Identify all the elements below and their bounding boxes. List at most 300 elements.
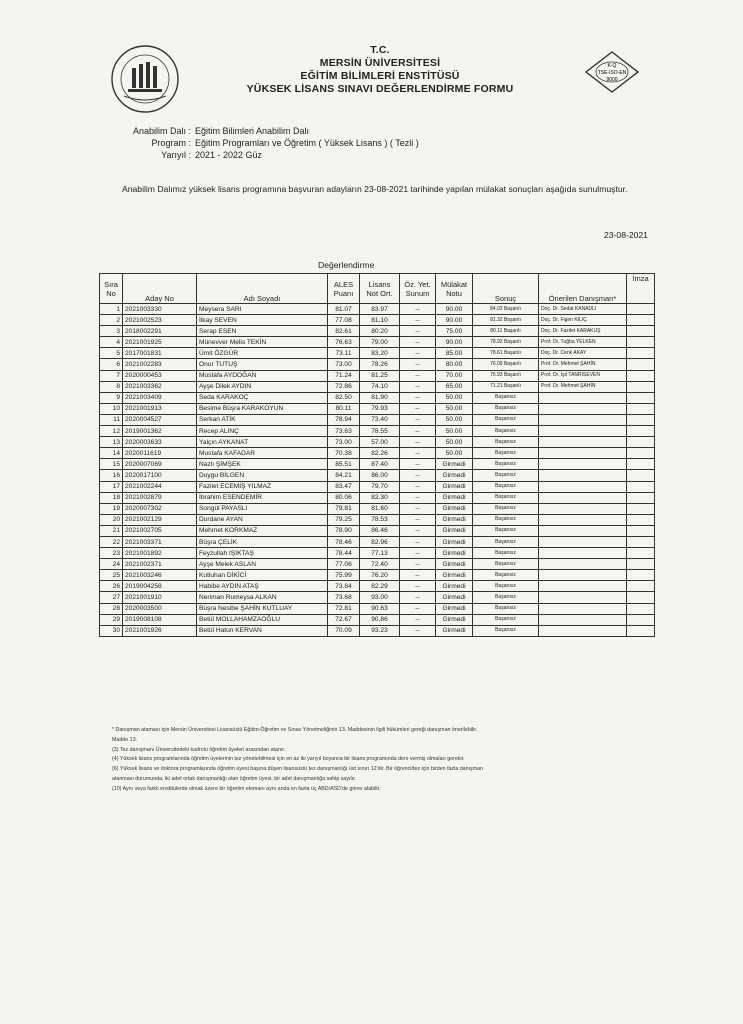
intro-paragraph: Anabilim Dalımız yüksek lisans programına başvuran adayların 23-08-2021 tarihinde yapılan mülakat sonuçları aşağıda sunulmuştur. bbox=[122, 184, 628, 194]
signature-cell bbox=[627, 503, 655, 514]
signature-cell bbox=[627, 548, 655, 559]
result: Başarısız bbox=[473, 525, 539, 536]
competence-presentation: -- bbox=[400, 315, 436, 326]
ales-score: 72.86 bbox=[328, 381, 360, 392]
ales-score: 78.46 bbox=[328, 536, 360, 547]
result: 75.93 Başarılı bbox=[473, 370, 539, 381]
result: Başarısız bbox=[473, 603, 539, 614]
competence-presentation: -- bbox=[400, 614, 436, 625]
advisor bbox=[539, 414, 627, 425]
bachelor-gpa: 81.10 bbox=[360, 315, 400, 326]
applicant-name: Serap ESEN bbox=[197, 326, 328, 337]
competence-presentation: -- bbox=[400, 525, 436, 536]
advisor bbox=[539, 514, 627, 525]
table-row bbox=[100, 525, 655, 536]
signature-cell bbox=[627, 603, 655, 614]
row-number: 28 bbox=[100, 603, 123, 614]
interview-score: Girmedi bbox=[436, 548, 473, 559]
competence-presentation: -- bbox=[400, 448, 436, 459]
advisor: Prof. Dr. Mehmet ŞAHİN bbox=[539, 381, 627, 392]
competence-presentation: -- bbox=[400, 625, 436, 636]
row-number: 25 bbox=[100, 570, 123, 581]
result: Başarısız bbox=[473, 437, 539, 448]
table-row bbox=[100, 326, 655, 337]
interview-score: 50.00 bbox=[436, 437, 473, 448]
advisor bbox=[539, 392, 627, 403]
ales-score: 77.08 bbox=[328, 315, 360, 326]
ales-score: 73.84 bbox=[328, 581, 360, 592]
competence-presentation: -- bbox=[400, 337, 436, 348]
bachelor-gpa: 81.25 bbox=[360, 370, 400, 381]
applicant-name: Habibe AYDIN ATAŞ bbox=[197, 581, 328, 592]
row-number: 17 bbox=[100, 481, 123, 492]
row-number: 15 bbox=[100, 459, 123, 470]
interview-score: Girmedi bbox=[436, 492, 473, 503]
applicant-number: 2021001925 bbox=[123, 337, 197, 348]
interview-score: Girmedi bbox=[436, 481, 473, 492]
row-number: 7 bbox=[100, 370, 123, 381]
result: Başarısız bbox=[473, 581, 539, 592]
applicant-name: Betül Hatun KERVAN bbox=[197, 625, 328, 636]
table-row bbox=[100, 392, 655, 403]
advisor bbox=[539, 403, 627, 414]
tse-logo-line-2: TSE-ISO-EN bbox=[597, 70, 627, 76]
table-row bbox=[100, 437, 655, 448]
dept-label: Anabilim Dalı : bbox=[132, 126, 191, 136]
row-number: 1 bbox=[100, 304, 123, 315]
result: Başarısız bbox=[473, 448, 539, 459]
dept-value: Eğitim Bilimleri Anabilim Dalı bbox=[195, 126, 310, 136]
header-lisans: Lisans Not Ort. bbox=[360, 274, 400, 304]
advisor bbox=[539, 625, 627, 636]
header-sonuc: Sonuç bbox=[473, 274, 539, 304]
ales-score: 81.07 bbox=[328, 304, 360, 315]
ales-score: 85.51 bbox=[328, 459, 360, 470]
row-number: 12 bbox=[100, 426, 123, 437]
table-row bbox=[100, 603, 655, 614]
advisor bbox=[539, 481, 627, 492]
ales-score: 70.09 bbox=[328, 625, 360, 636]
ales-score: 78.94 bbox=[328, 414, 360, 425]
bachelor-gpa: 81.90 bbox=[360, 392, 400, 403]
competence-presentation: -- bbox=[400, 326, 436, 337]
footnote-line: (3) Tez danışmanı Üniversitedeki kadrolu öğretim üyeleri arasından atanır. bbox=[112, 746, 286, 753]
interview-score: Girmedi bbox=[436, 459, 473, 470]
interview-score: Girmedi bbox=[436, 625, 473, 636]
result: Başarısız bbox=[473, 536, 539, 547]
interview-score: 90.00 bbox=[436, 337, 473, 348]
applicant-name: Büşra ÇELİK bbox=[197, 536, 328, 547]
tse-quality-logo-icon bbox=[584, 50, 640, 94]
ales-score: 75.99 bbox=[328, 570, 360, 581]
table-row bbox=[100, 348, 655, 359]
ales-score: 84.21 bbox=[328, 470, 360, 481]
ales-score: 82.61 bbox=[328, 326, 360, 337]
header-ad-soyadi: Adı Soyadı bbox=[197, 274, 328, 304]
footnote-line: (6) Yüksek lisans ve doktora programlarında öğretim üyesi başına düşen lisansüstü tez danışmanlığı üst sınırı 12'dir. Bir öğrenci/tez için birden fazla danışman bbox=[112, 766, 484, 773]
interview-score: 80.00 bbox=[436, 359, 473, 370]
header-form-title: YÜKSEK LİSANS SINAVI DEĞERLENDİRME FORMU bbox=[246, 83, 514, 95]
term-value: 2021 - 2022 Güz bbox=[195, 150, 263, 160]
ales-score: 73.68 bbox=[328, 592, 360, 603]
bachelor-gpa: 73.40 bbox=[360, 414, 400, 425]
row-number: 24 bbox=[100, 559, 123, 570]
applicant-name: Fazilet ECEMİŞ YILMAZ bbox=[197, 481, 328, 492]
applicant-name: Mustafa AYDOĞAN bbox=[197, 370, 328, 381]
result: Başarısız bbox=[473, 570, 539, 581]
applicant-number: 2021002129 bbox=[123, 514, 197, 525]
signature-cell bbox=[627, 414, 655, 425]
bachelor-gpa: 93.23 bbox=[360, 625, 400, 636]
row-number: 11 bbox=[100, 414, 123, 425]
competence-presentation: -- bbox=[400, 348, 436, 359]
interview-score: 90.00 bbox=[436, 304, 473, 315]
competence-presentation: -- bbox=[400, 370, 436, 381]
applicant-name: Ayşe Dilek AYDIN bbox=[197, 381, 328, 392]
advisor bbox=[539, 448, 627, 459]
result: 76.09 Başarılı bbox=[473, 359, 539, 370]
result: Başarısız bbox=[473, 592, 539, 603]
interview-score: Girmedi bbox=[436, 470, 473, 481]
program-value: Eğitim Programları ve Öğretim ( Yüksek Lisans ) ( Tezli ) bbox=[195, 138, 419, 148]
competence-presentation: -- bbox=[400, 481, 436, 492]
result: Başarısız bbox=[473, 414, 539, 425]
signature-cell bbox=[627, 525, 655, 536]
advisor bbox=[539, 503, 627, 514]
signature-cell bbox=[627, 359, 655, 370]
advisor bbox=[539, 470, 627, 481]
result: Başarısız bbox=[473, 470, 539, 481]
table-row bbox=[100, 337, 655, 348]
applicant-name: Durdane AYAN bbox=[197, 514, 328, 525]
table-row bbox=[100, 448, 655, 459]
interview-score: 50.00 bbox=[436, 448, 473, 459]
applicant-number: 2019004258 bbox=[123, 581, 197, 592]
footnote-line: Madde 13. bbox=[112, 736, 138, 743]
advisor bbox=[539, 559, 627, 570]
bachelor-gpa: 81.60 bbox=[360, 503, 400, 514]
signature-cell bbox=[627, 337, 655, 348]
bachelor-gpa: 76.20 bbox=[360, 570, 400, 581]
table-row bbox=[100, 559, 655, 570]
applicant-number: 2019008108 bbox=[123, 614, 197, 625]
ales-score: 72.67 bbox=[328, 614, 360, 625]
ales-score: 80.11 bbox=[328, 403, 360, 414]
ales-score: 73.63 bbox=[328, 426, 360, 437]
ales-score: 76.63 bbox=[328, 337, 360, 348]
applicant-name: Mehmet KORKMAZ bbox=[197, 525, 328, 536]
signature-cell bbox=[627, 326, 655, 337]
table-row bbox=[100, 359, 655, 370]
table-row bbox=[100, 381, 655, 392]
applicant-name: Ayşe Melek ASLAN bbox=[197, 559, 328, 570]
table-row bbox=[100, 514, 655, 525]
applicant-number: 2020000453 bbox=[123, 370, 197, 381]
result: Başarısız bbox=[473, 503, 539, 514]
interview-score: 85.00 bbox=[436, 348, 473, 359]
applicant-number: 2020007069 bbox=[123, 459, 197, 470]
row-number: 21 bbox=[100, 525, 123, 536]
bachelor-gpa: 83.20 bbox=[360, 348, 400, 359]
result: Başarısız bbox=[473, 514, 539, 525]
competence-presentation: -- bbox=[400, 570, 436, 581]
footnote-line: (10) Aynı veya farklı enstitülerde olmak üzere bir öğretim elemanı aynı anda en fazla üç ABD/ASD'de görev alabilir. bbox=[112, 785, 381, 792]
applicant-name: Meysera SARI bbox=[197, 304, 328, 315]
applicant-number: 2021001926 bbox=[123, 625, 197, 636]
result: 84.03 Başarılı bbox=[473, 304, 539, 315]
header-tc: T.C. bbox=[370, 44, 390, 56]
interview-score: Girmedi bbox=[436, 536, 473, 547]
interview-score: Girmedi bbox=[436, 592, 473, 603]
applicant-name: Nazlı ŞİMŞEK bbox=[197, 459, 328, 470]
bachelor-gpa: 78.55 bbox=[360, 426, 400, 437]
competence-presentation: -- bbox=[400, 603, 436, 614]
footnote-line: atanması durumunda, iki adet ortak danışmanlığı olan öğretim üyesi, bir adet danışmanlığa sahip sayılır. bbox=[112, 775, 357, 782]
applicant-number: 2021001913 bbox=[123, 403, 197, 414]
row-number: 3 bbox=[100, 326, 123, 337]
interview-score: 70.00 bbox=[436, 370, 473, 381]
bachelor-gpa: 90.63 bbox=[360, 603, 400, 614]
applicant-name: Duygu BİLGEN bbox=[197, 470, 328, 481]
ales-score: 79.81 bbox=[328, 503, 360, 514]
table-row bbox=[100, 581, 655, 592]
footnote-line: * Danışman ataması için Mersin Üniversitesi Lisansüstü Eğitim-Öğretim ve Sınav Yönetmeliğinin 13. Maddesinin ilgili hükümleri gereği danışman önerilebilir. bbox=[112, 727, 478, 733]
applicant-number: 2017001831 bbox=[123, 348, 197, 359]
applicant-number: 2020011619 bbox=[123, 448, 197, 459]
bachelor-gpa: 72.40 bbox=[360, 559, 400, 570]
signature-cell bbox=[627, 559, 655, 570]
applicant-number: 2019001362 bbox=[123, 426, 197, 437]
document-header bbox=[180, 44, 580, 96]
footnotes bbox=[112, 726, 672, 795]
interview-score: Girmedi bbox=[436, 603, 473, 614]
table-row bbox=[100, 370, 655, 381]
ales-score: 82.50 bbox=[328, 392, 360, 403]
tse-logo-line-3: 9000 bbox=[606, 77, 618, 83]
advisor bbox=[539, 548, 627, 559]
bachelor-gpa: 77.13 bbox=[360, 548, 400, 559]
signature-cell bbox=[627, 581, 655, 592]
advisor bbox=[539, 592, 627, 603]
applicant-number: 2021002283 bbox=[123, 359, 197, 370]
results-table bbox=[99, 273, 655, 637]
ales-score: 72.81 bbox=[328, 603, 360, 614]
applicant-number: 2021002705 bbox=[123, 525, 197, 536]
interview-score: Girmedi bbox=[436, 503, 473, 514]
result: 80.11 Başarılı bbox=[473, 326, 539, 337]
competence-presentation: -- bbox=[400, 359, 436, 370]
competence-presentation: -- bbox=[400, 304, 436, 315]
row-number: 16 bbox=[100, 470, 123, 481]
bachelor-gpa: 79.70 bbox=[360, 481, 400, 492]
signature-cell bbox=[627, 448, 655, 459]
signature-cell bbox=[627, 492, 655, 503]
header-aday-no: Aday No bbox=[123, 274, 197, 304]
program-info bbox=[112, 125, 419, 161]
term-label: Yarıyıl : bbox=[161, 150, 191, 160]
applicant-name: İbrahim ESENDEMİR bbox=[197, 492, 328, 503]
applicant-number: 2020003500 bbox=[123, 603, 197, 614]
signature-cell bbox=[627, 536, 655, 547]
ales-score: 79.25 bbox=[328, 514, 360, 525]
ales-score: 80.06 bbox=[328, 492, 360, 503]
bachelor-gpa: 86.00 bbox=[360, 470, 400, 481]
result: Başarısız bbox=[473, 481, 539, 492]
row-number: 27 bbox=[100, 592, 123, 603]
advisor bbox=[539, 536, 627, 547]
competence-presentation: -- bbox=[400, 514, 436, 525]
header-mulakat: Mülakat Notu bbox=[436, 274, 473, 304]
table-row bbox=[100, 426, 655, 437]
interview-score: Girmedi bbox=[436, 570, 473, 581]
table-row bbox=[100, 614, 655, 625]
header-oz-yet: Öz. Yet. Sunum bbox=[400, 274, 436, 304]
row-number: 29 bbox=[100, 614, 123, 625]
table-row bbox=[100, 414, 655, 425]
evaluation-title: Değerlendirme bbox=[318, 260, 375, 270]
signature-cell bbox=[627, 570, 655, 581]
signature-cell bbox=[627, 304, 655, 315]
ales-score: 73.11 bbox=[328, 348, 360, 359]
bachelor-gpa: 82.26 bbox=[360, 448, 400, 459]
competence-presentation: -- bbox=[400, 403, 436, 414]
result: Başarısız bbox=[473, 614, 539, 625]
advisor bbox=[539, 459, 627, 470]
table-row bbox=[100, 470, 655, 481]
competence-presentation: -- bbox=[400, 536, 436, 547]
interview-score: Girmedi bbox=[436, 559, 473, 570]
row-number: 2 bbox=[100, 315, 123, 326]
interview-score: Girmedi bbox=[436, 581, 473, 592]
row-number: 10 bbox=[100, 403, 123, 414]
signature-cell bbox=[627, 315, 655, 326]
result: 81.32 Başarılı bbox=[473, 315, 539, 326]
applicant-number: 2021003246 bbox=[123, 570, 197, 581]
advisor: Doç. Dr. Sedat KANADLI bbox=[539, 304, 627, 315]
header-imza: İmza bbox=[627, 274, 655, 304]
ales-score: 73.00 bbox=[328, 437, 360, 448]
applicant-name: Betül MOLLAHAMZAOĞLU bbox=[197, 614, 328, 625]
applicant-number: 2020007302 bbox=[123, 503, 197, 514]
bachelor-gpa: 87.40 bbox=[360, 459, 400, 470]
ales-score: 71.24 bbox=[328, 370, 360, 381]
interview-score: Girmedi bbox=[436, 525, 473, 536]
competence-presentation: -- bbox=[400, 548, 436, 559]
signature-cell bbox=[627, 592, 655, 603]
result: 71.21 Başarılı bbox=[473, 381, 539, 392]
applicant-name: Onur TUTUŞ bbox=[197, 359, 328, 370]
row-number: 18 bbox=[100, 492, 123, 503]
bachelor-gpa: 78.53 bbox=[360, 514, 400, 525]
row-number: 22 bbox=[100, 536, 123, 547]
result: Başarısız bbox=[473, 625, 539, 636]
bachelor-gpa: 82.30 bbox=[360, 492, 400, 503]
competence-presentation: -- bbox=[400, 581, 436, 592]
row-number: 9 bbox=[100, 392, 123, 403]
table-row bbox=[100, 625, 655, 636]
advisor: Doç. Dr. Fazilet KARAKUŞ bbox=[539, 326, 627, 337]
header-institute: EĞİTİM BİLİMLERİ ENSTİTÜSÜ bbox=[300, 70, 460, 82]
applicant-name: Seda KARAKOÇ bbox=[197, 392, 328, 403]
bachelor-gpa: 93.00 bbox=[360, 592, 400, 603]
result: Başarısız bbox=[473, 392, 539, 403]
bachelor-gpa: 57.00 bbox=[360, 437, 400, 448]
table-row bbox=[100, 403, 655, 414]
result: Başarısız bbox=[473, 403, 539, 414]
applicant-number: 2018002291 bbox=[123, 326, 197, 337]
row-number: 14 bbox=[100, 448, 123, 459]
advisor bbox=[539, 603, 627, 614]
advisor: Prof. Dr. Işıl TANRISEVEN bbox=[539, 370, 627, 381]
table-row bbox=[100, 304, 655, 315]
bachelor-gpa: 79.00 bbox=[360, 337, 400, 348]
result: Başarısız bbox=[473, 426, 539, 437]
applicant-name: Ümit ÖZGÜR bbox=[197, 348, 328, 359]
advisor: Doç. Dr. Figen KILIÇ bbox=[539, 315, 627, 326]
advisor: Prof. Dr. Mehmet ŞAHİN bbox=[539, 359, 627, 370]
applicant-name: İlkay SEVEN bbox=[197, 315, 328, 326]
row-number: 30 bbox=[100, 625, 123, 636]
advisor bbox=[539, 437, 627, 448]
applicant-number: 2021003409 bbox=[123, 392, 197, 403]
applicant-number: 2021001910 bbox=[123, 592, 197, 603]
signature-cell bbox=[627, 459, 655, 470]
row-number: 19 bbox=[100, 503, 123, 514]
header-danisman: Önerilen Danışman* bbox=[539, 274, 627, 304]
applicant-number: 2020004527 bbox=[123, 414, 197, 425]
table-row bbox=[100, 536, 655, 547]
signature-cell bbox=[627, 426, 655, 437]
signature-cell bbox=[627, 470, 655, 481]
result: 78.61 Başarılı bbox=[473, 348, 539, 359]
row-number: 4 bbox=[100, 337, 123, 348]
table-row bbox=[100, 548, 655, 559]
competence-presentation: -- bbox=[400, 470, 436, 481]
program-label: Program : bbox=[151, 138, 191, 148]
bachelor-gpa: 78.26 bbox=[360, 359, 400, 370]
competence-presentation: -- bbox=[400, 437, 436, 448]
advisor bbox=[539, 426, 627, 437]
applicant-number: 2021001892 bbox=[123, 548, 197, 559]
interview-score: Girmedi bbox=[436, 514, 473, 525]
table-row bbox=[100, 481, 655, 492]
interview-score: 50.00 bbox=[436, 403, 473, 414]
row-number: 6 bbox=[100, 359, 123, 370]
applicant-name: Münevver Melis TEKİN bbox=[197, 337, 328, 348]
signature-cell bbox=[627, 370, 655, 381]
applicant-number: 2021002244 bbox=[123, 481, 197, 492]
row-number: 5 bbox=[100, 348, 123, 359]
applicant-name: Büşra Nesibe ŞAHİN KUTLUAY bbox=[197, 603, 328, 614]
signature-cell bbox=[627, 381, 655, 392]
applicant-number: 2021003371 bbox=[123, 536, 197, 547]
applicant-name: Songül PAYASLI bbox=[197, 503, 328, 514]
signature-cell bbox=[627, 392, 655, 403]
ales-score: 77.06 bbox=[328, 559, 360, 570]
interview-score: 65.00 bbox=[436, 381, 473, 392]
row-number: 26 bbox=[100, 581, 123, 592]
applicant-number: 2020003633 bbox=[123, 437, 197, 448]
result: Başarısız bbox=[473, 492, 539, 503]
competence-presentation: -- bbox=[400, 426, 436, 437]
tse-logo-line-1: K-Q bbox=[607, 63, 617, 69]
interview-score: 75.00 bbox=[436, 326, 473, 337]
applicant-name: Recep ALINÇ bbox=[197, 426, 328, 437]
result: Başarısız bbox=[473, 559, 539, 570]
bachelor-gpa: 86.46 bbox=[360, 525, 400, 536]
applicant-number: 2021002879 bbox=[123, 492, 197, 503]
applicant-name: Besime Büşra KARAKOYUN bbox=[197, 403, 328, 414]
